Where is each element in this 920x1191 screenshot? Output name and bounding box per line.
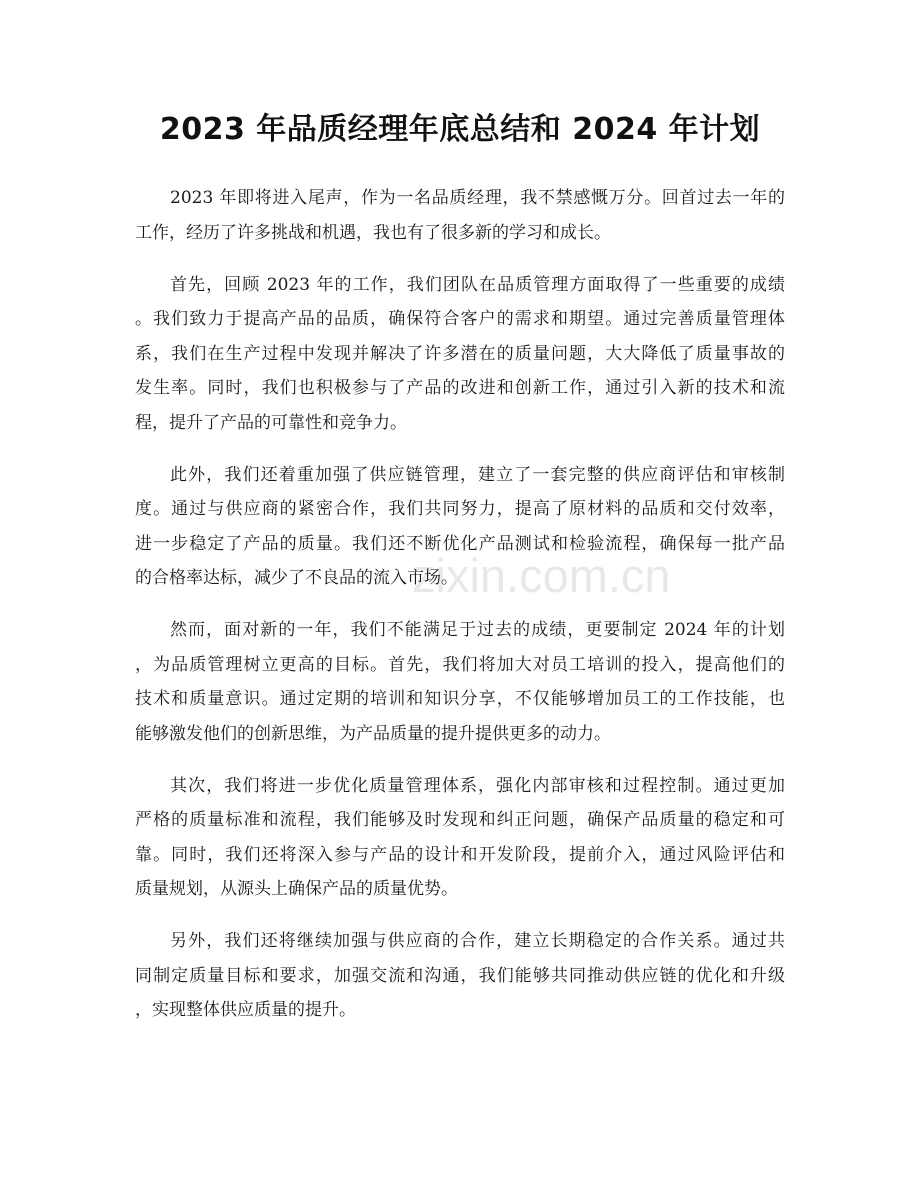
text-line: 2023 年即将进入尾声，作为一名品质经理，我不禁感慨万分。回首过去一年的 <box>170 188 785 208</box>
text-line: 进一步稳定了产品的质量。我们还不断优化产品测试和检验流程，确保每一批产品 <box>135 533 785 554</box>
text-line: 此外，我们还着重加强了供应链管理，建立了一套完整的供应商评估和审核制 <box>170 464 785 485</box>
text-line: 发生率。同时，我们也积极参与了产品的改进和创新工作，通过引入新的技术和流 <box>135 378 785 398</box>
text-line: 首先，回顾 2023 年的工作，我们团队在品质管理方面取得了一些重要的成绩 <box>170 274 785 295</box>
text-line: 靠。同时，我们还将深入参与产品的设计和开发阶段，提前介入，通过风险评估和 <box>135 844 785 865</box>
paragraph <box>135 924 785 1028</box>
text-line: 。我们致力于提高产品的品质，确保符合客户的需求和期望。通过完善质量管理体 <box>135 309 785 329</box>
watermark: zixin.com.cn <box>412 549 671 602</box>
paragraph <box>135 268 785 441</box>
text-line: 的合格率达标，减少了不良品的流入市场。 <box>135 568 458 588</box>
paragraph <box>135 769 785 907</box>
text-line: 另外，我们还将继续加强与供应商的合作，建立长期稳定的合作关系。通过共 <box>170 931 785 951</box>
paragraph <box>135 613 785 751</box>
text-line: 同制定质量目标和要求，加强交流和沟通，我们能够共同推动供应链的优化和升级 <box>135 965 785 986</box>
text-line: 然而，面对新的一年，我们不能满足于过去的成绩，更要制定 2024 年的计划 <box>170 620 785 640</box>
text-line: 严格的质量标准和流程，我们能够及时发现和纠正问题，确保产品质量的稳定和可 <box>135 810 785 830</box>
text-line: 系，我们在生产过程中发现并解决了许多潜在的质量问题，大大降低了质量事故的 <box>135 343 785 364</box>
text-line: 质量规划，从源头上确保产品的质量优势。 <box>135 879 458 899</box>
text-line: 度。通过与供应商的紧密合作，我们共同努力，提高了原材料的品质和交付效率， <box>135 499 785 519</box>
text-line: 工作，经历了许多挑战和机遇，我也有了很多新的学习和成长。 <box>135 222 611 243</box>
text-line: 程，提升了产品的可靠性和竞争力。 <box>135 412 407 433</box>
paragraph <box>135 181 785 250</box>
document-body <box>135 181 785 1045</box>
text-line: 能够激发他们的创新思维，为产品质量的提升提供更多的动力。 <box>135 723 611 744</box>
text-line: 其次，我们将进一步优化质量管理体系，强化内部审核和过程控制。通过更加 <box>170 775 785 796</box>
text-line: ，实现整体供应质量的提升。 <box>135 1000 356 1020</box>
text-line: 技术和质量意识。通过定期的培训和知识分享，不仅能够增加员工的工作技能，也 <box>135 689 785 709</box>
paragraph <box>135 458 785 596</box>
document-title: 2023 年品质经理年底总结和 2024 年计划 <box>159 112 761 147</box>
text-line: ，为品质管理树立更高的目标。首先，我们将加大对员工培训的投入，提高他们的 <box>135 654 785 675</box>
